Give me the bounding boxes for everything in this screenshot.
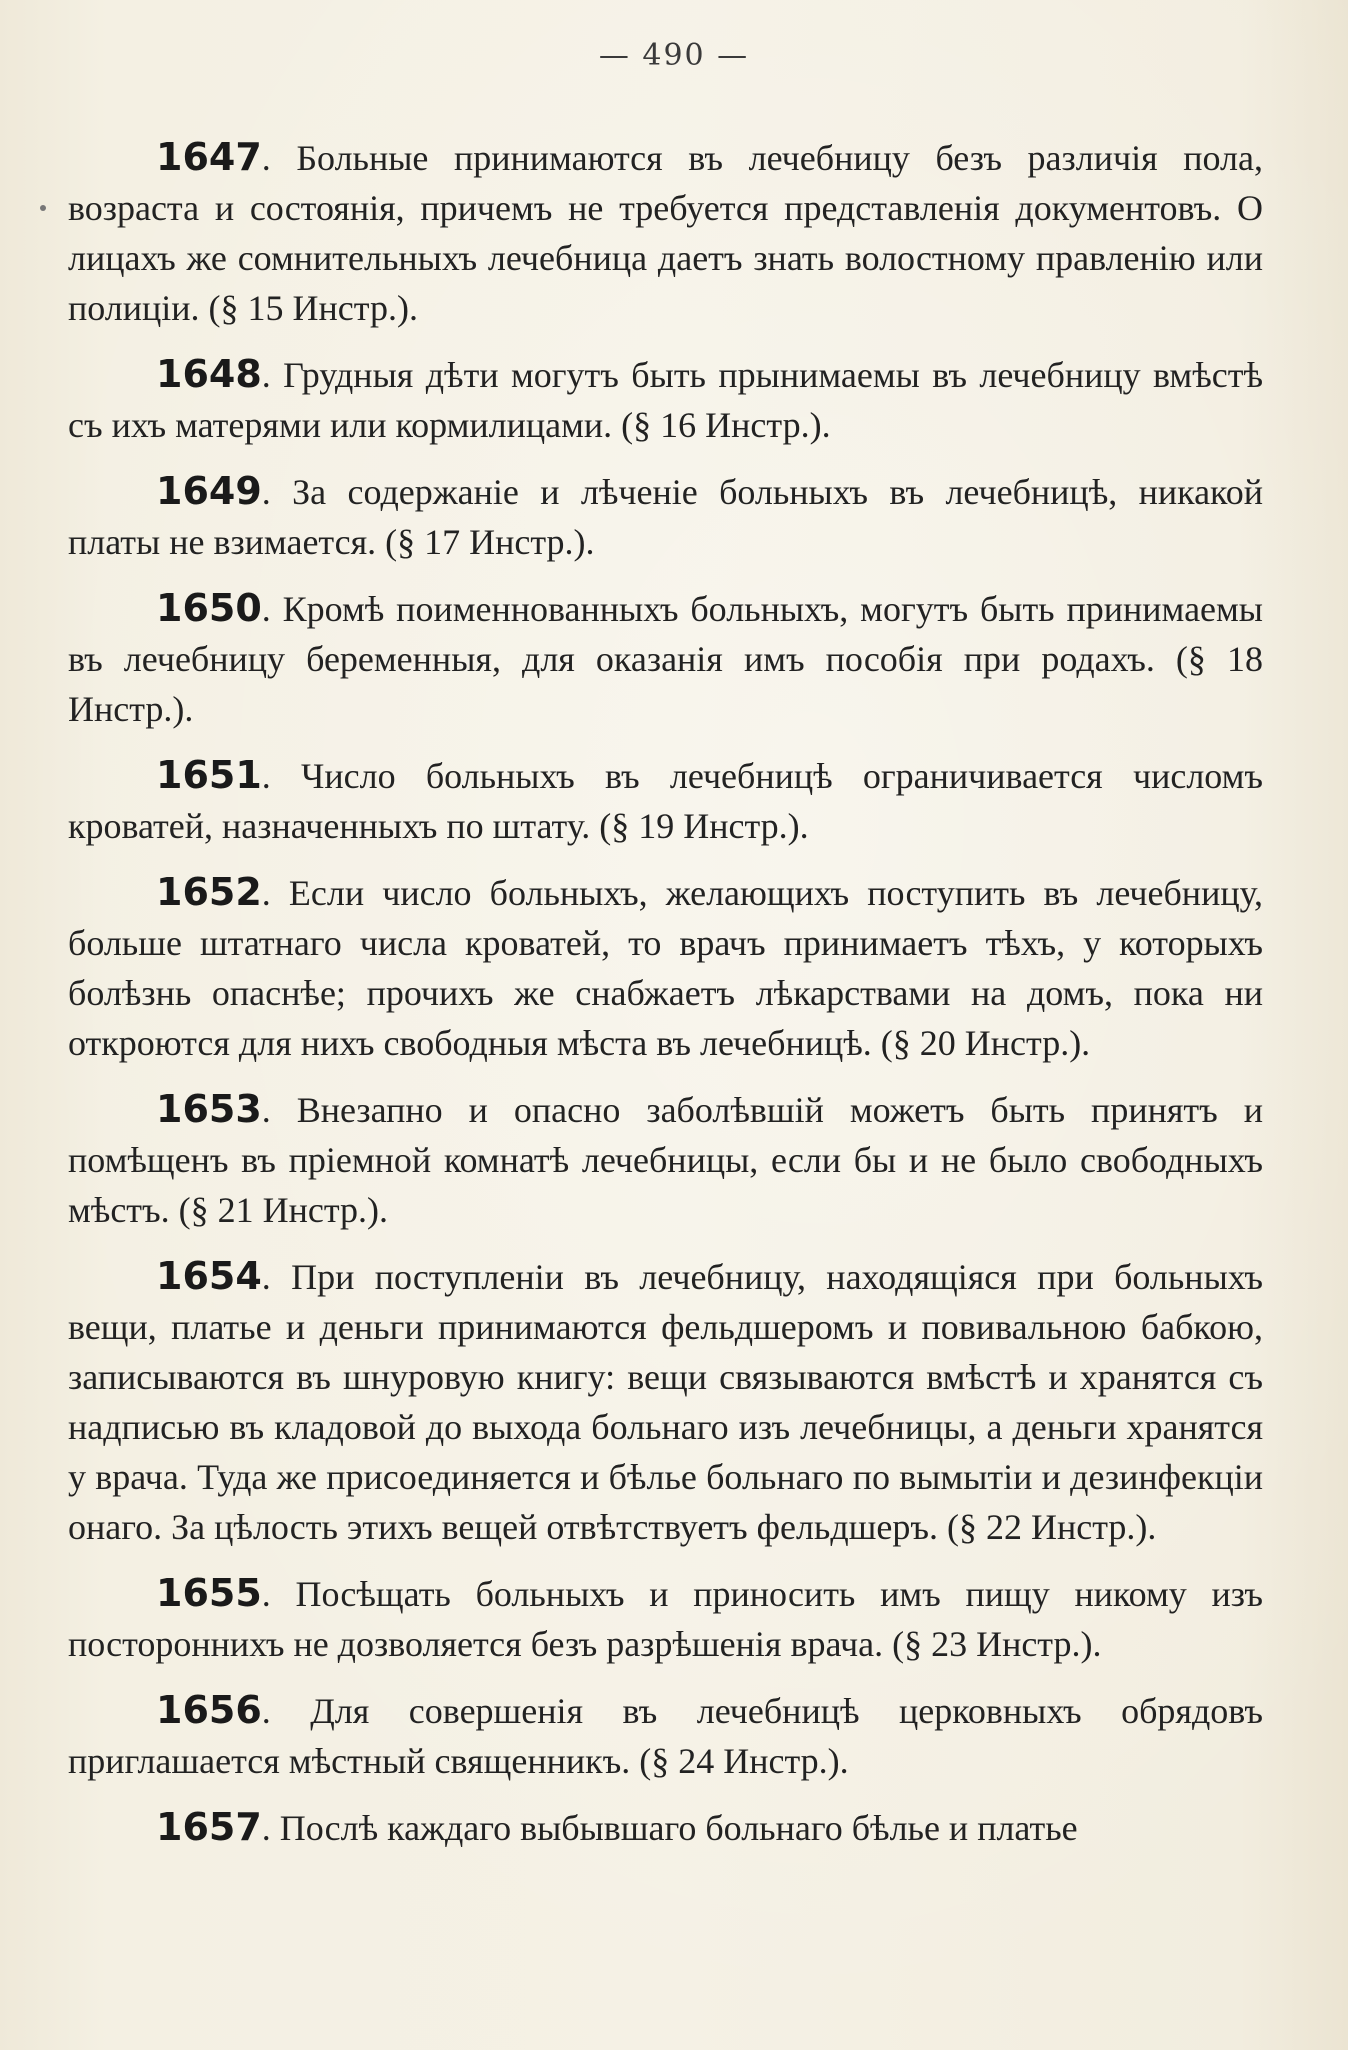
article-text: . Послѣ каждаго выбывшаго больнаго бѣлье и платье bbox=[261, 1808, 1078, 1848]
article-text: . Число больныхъ въ лечебницѣ ограничивается числомъ кроватей, назначенныхъ по штату. (§ 19 Инстр.). bbox=[68, 756, 1263, 846]
article-number: 1656 bbox=[156, 1688, 262, 1732]
article-number: 1655 bbox=[156, 1571, 262, 1615]
article-text: . Грудныя дѣти могутъ быть прынимаемы въ лечебницу вмѣстѣ съ ихъ матерями или кормилицами. (§ 16 Инстр.). bbox=[68, 355, 1263, 445]
article-text: . Внезапно и опасно заболѣвшій можетъ быть принятъ и помѣщенъ въ пріемной комнатѣ лечебницы, если бы и не было свободныхъ мѣстъ. (§ 21 Инстр.). bbox=[68, 1090, 1263, 1230]
document-body bbox=[68, 132, 1263, 1869]
article-number: 1651 bbox=[156, 753, 262, 797]
article-1650 bbox=[68, 583, 1263, 734]
article-text: . Посѣщать больныхъ и приносить имъ пищу никому изъ постороннихъ не дозволяется безъ разрѣшенія врача. (§ 23 Инстр.). bbox=[68, 1574, 1263, 1664]
page-number: — 490 — bbox=[598, 38, 750, 73]
article-number: 1653 bbox=[156, 1087, 262, 1131]
article-number: 1657 bbox=[156, 1805, 262, 1849]
article-number: 1650 bbox=[156, 586, 262, 630]
article-1657 bbox=[68, 1802, 1263, 1853]
article-text: . При поступленіи въ лечебницу, находящіяся при больныхъ вещи, платье и деньги принимаются фельдшеромъ и повивальною бабкою, записываются въ шнуровую книгу: вещи связываются вмѣстѣ и хранятся съ надписью въ кладовой до выхода больнаго изъ лечебницы, а деньги хранятся у врача. Туда же присоединяется и бѣлье больнаго по вымытіи и дезинфекціи онаго. За цѣлость этихъ вещей отвѣтствуетъ фельдшеръ. (§ 22 Инстр.). bbox=[68, 1257, 1263, 1547]
article-1649 bbox=[68, 466, 1263, 567]
article-1653 bbox=[68, 1084, 1263, 1235]
article-1654 bbox=[68, 1251, 1263, 1552]
article-1648 bbox=[68, 349, 1263, 450]
article-1655 bbox=[68, 1568, 1263, 1669]
article-number: 1647 bbox=[156, 135, 262, 179]
article-text: . Кромѣ поименнованныхъ больныхъ, могутъ быть принимаемы въ лечебницу беременныя, для оказанія имъ пособія при родахъ. (§ 18 Инстр.). bbox=[68, 589, 1263, 729]
article-1651 bbox=[68, 750, 1263, 851]
article-1656 bbox=[68, 1685, 1263, 1786]
article-number: 1652 bbox=[156, 870, 262, 914]
article-text: . Если число больныхъ, желающихъ поступить въ лечебницу, больше штатнаго числа кроватей, то врачъ принимаетъ тѣхъ, у которыхъ болѣзнь опаснѣе; прочихъ же снабжаетъ лѣкарствами на домъ, пока ни откроются для нихъ свободныя мѣста въ лечебницѣ. (§ 20 Инстр.). bbox=[68, 873, 1263, 1063]
article-text: . Больные принимаются въ лечебницу безъ различія пола, возраста и состоянія, причемъ не требуется представленія документовъ. О лицахъ же сомнительныхъ лечебница даетъ знать волостному правленію или полиціи. (§ 15 Инстр.). bbox=[68, 138, 1263, 328]
article-number: 1649 bbox=[156, 469, 262, 513]
article-text: . За содержаніе и лѣченіе больныхъ въ лечебницѣ, никакой платы не взимается. (§ 17 Инстр.). bbox=[68, 472, 1263, 562]
margin-mark bbox=[40, 205, 46, 211]
article-1652 bbox=[68, 867, 1263, 1068]
article-number: 1648 bbox=[156, 352, 262, 396]
article-1647 bbox=[68, 132, 1263, 333]
article-number: 1654 bbox=[156, 1254, 262, 1298]
article-text: . Для совершенія въ лечебницѣ церковныхъ обрядовъ приглашается мѣстный священникъ. (§ 24 Инстр.). bbox=[68, 1691, 1263, 1781]
